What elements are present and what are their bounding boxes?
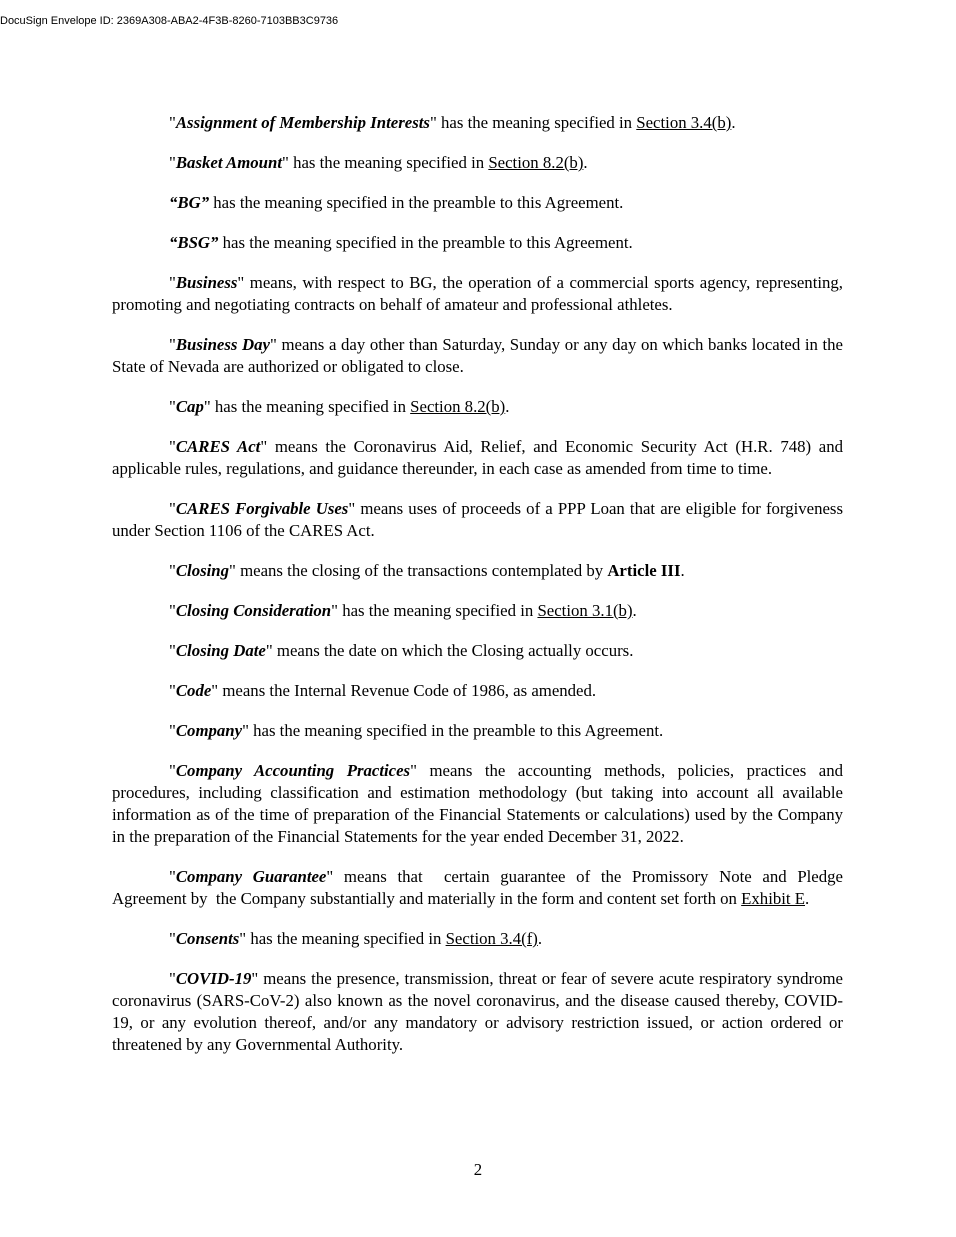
defined-term: Company	[175, 721, 243, 740]
quote-close: "	[326, 867, 334, 886]
quote-close: "	[229, 561, 236, 580]
quote-close: "	[270, 335, 277, 354]
defined-term: COVID-19	[175, 969, 252, 988]
definition-text: has the meaning specified in the preamble to this Agreement.	[209, 193, 624, 212]
quote-open: “	[169, 193, 178, 212]
quote-open: "	[169, 601, 176, 620]
definition-end: .	[537, 929, 543, 948]
definition-text: means the presence, transmission, threat or fear of severe acute respiratory syndrome coronavirus (SARS-CoV-2) also known as the novel coronavirus, and the disease caused thereby, COVID-19, or any evolution thereof, and/or any mandatory or advisory restriction issued, or action ordered or threatened by any Governmental Authority.	[112, 969, 843, 1054]
envelope-id-header: DocuSign Envelope ID: 2369A308-ABA2-4F3B-8260-7103BB3C9736	[0, 15, 339, 27]
defined-term: BSG	[177, 233, 211, 252]
quote-open: "	[169, 335, 176, 354]
quote-open: "	[169, 761, 176, 780]
quote-open: "	[169, 721, 176, 740]
definition-end: .	[583, 153, 588, 172]
defined-term: Consents	[175, 929, 240, 948]
defined-term: Company Accounting Practices	[175, 761, 411, 780]
defined-term: Closing Date	[175, 641, 266, 660]
quote-close: "	[211, 681, 219, 700]
defined-term: Business Day	[175, 335, 270, 354]
quote-open: "	[169, 641, 176, 660]
definition-paragraph	[112, 272, 843, 316]
definition-end: .	[805, 889, 810, 908]
quote-open: "	[169, 153, 176, 172]
defined-term: Assignment of Membership Interests	[175, 113, 430, 132]
definition-paragraph	[112, 968, 843, 1056]
quote-open: "	[169, 929, 176, 948]
definition-paragraph	[112, 560, 843, 582]
defined-term: BG	[177, 193, 201, 212]
definition-paragraph	[112, 112, 843, 134]
defined-term: CARES Forgivable Uses	[175, 499, 349, 518]
definition-paragraph	[112, 498, 843, 542]
definition-text: has the meaning specified in	[338, 601, 538, 620]
quote-close: "	[348, 499, 356, 518]
section-reference: Section 3.4(f)	[445, 929, 538, 948]
definition-paragraph	[112, 396, 843, 418]
quote-open: "	[169, 867, 176, 886]
definition-text: has the meaning specified in	[246, 929, 446, 948]
defined-term: Company Guarantee	[175, 867, 327, 886]
quote-close: "	[429, 113, 437, 132]
quote-open: "	[169, 969, 176, 988]
definition-text: means that certain guarantee of the Promissory Note and Pledge Agreement by the Company substantially and materially in the form and content set forth on	[112, 867, 847, 908]
section-reference: Section 8.2(b)	[410, 397, 506, 416]
definition-text: has the meaning specified in	[436, 113, 637, 132]
quote-close: ”	[210, 233, 219, 252]
definition-text: means the date on which the Closing actually occurs.	[272, 641, 634, 660]
section-reference: Section 3.1(b)	[537, 601, 633, 620]
quote-close: "	[239, 929, 247, 948]
defined-term: Code	[175, 681, 212, 700]
defined-term: Basket Amount	[175, 153, 283, 172]
quote-close: "	[237, 273, 245, 292]
quote-open: "	[169, 681, 176, 700]
definition-text: means the Coronavirus Aid, Relief, and Economic Security Act (H.R. 748) and applicable rules, regulations, and guidance thereunder, in each case as amended from time to time.	[112, 437, 844, 478]
quote-close: "	[260, 437, 268, 456]
quote-open: "	[169, 561, 176, 580]
defined-term: Cap	[175, 397, 204, 416]
quote-close: "	[410, 761, 417, 780]
definition-paragraph	[112, 152, 843, 174]
quote-open: “	[169, 233, 178, 252]
definition-text: means the accounting methods, policies, practices and procedures, including classification and estimation methodology (but taking into account all available information as of the time of preparation of the Financial Statements or calculations) used by the Company in the preparation of the Financial Statements for the year ended December 31, 2022.	[112, 761, 843, 846]
definition-text: means, with respect to BG, the operation of a commercial sports agency, representing, promoting and negotiating contracts on behalf of amateur and professional athletes.	[112, 273, 843, 314]
definition-paragraph	[112, 192, 843, 214]
definition-text: means the Internal Revenue Code of 1986, as amended.	[218, 681, 597, 700]
defined-term: Closing Consideration	[175, 601, 332, 620]
defined-term: CARES Act	[175, 437, 261, 456]
quote-close: "	[203, 397, 211, 416]
definition-paragraph	[112, 866, 847, 910]
definition-text: means the closing of the transactions contemplated by	[235, 561, 608, 580]
definition-text: has the meaning specified in	[210, 397, 411, 416]
definition-paragraph	[112, 232, 843, 254]
quote-close: "	[331, 601, 338, 620]
quote-open: "	[169, 437, 176, 456]
exhibit-reference: Exhibit E	[741, 889, 806, 908]
definition-paragraph	[112, 436, 843, 480]
definition-text: has the meaning specified in the preamble to this Agreement.	[218, 233, 633, 252]
quote-close: ”	[200, 193, 210, 212]
definition-paragraph	[112, 928, 843, 950]
quote-open: "	[169, 397, 176, 416]
definition-text: has the meaning specified in	[288, 153, 489, 172]
quote-open: "	[169, 499, 176, 518]
definition-paragraph	[112, 640, 843, 662]
quote-open: "	[169, 273, 176, 292]
definition-end: .	[680, 561, 685, 580]
definition-paragraph	[112, 720, 843, 742]
definition-paragraph	[112, 680, 843, 702]
page-number: 2	[473, 1160, 483, 1179]
quote-close: "	[265, 641, 273, 660]
section-reference: Section 3.4(b)	[636, 113, 732, 132]
quote-close: "	[251, 969, 259, 988]
defined-term: Business	[175, 273, 238, 292]
definition-paragraph	[112, 334, 843, 378]
definition-paragraph	[112, 760, 843, 848]
section-reference: Section 8.2(b)	[488, 153, 584, 172]
definition-end: .	[731, 113, 736, 132]
article-reference: Article III	[607, 561, 681, 580]
definitions-list	[112, 112, 847, 1074]
definition-text: means a day other than Saturday, Sunday or any day on which banks located in the State of Nevada are authorized or obligated to close.	[112, 335, 843, 376]
definition-text: means uses of proceeds of a PPP Loan that are eligible for forgiveness under Section 1106 of the CARES Act.	[112, 499, 843, 540]
definition-paragraph	[112, 600, 843, 622]
definition-end: .	[505, 397, 510, 416]
defined-term: Closing	[175, 561, 230, 580]
definition-end: .	[632, 601, 637, 620]
quote-close: "	[242, 721, 249, 740]
definition-text: has the meaning specified in the preamble to this Agreement.	[248, 721, 664, 740]
quote-open: "	[169, 113, 176, 132]
quote-close: "	[282, 153, 289, 172]
